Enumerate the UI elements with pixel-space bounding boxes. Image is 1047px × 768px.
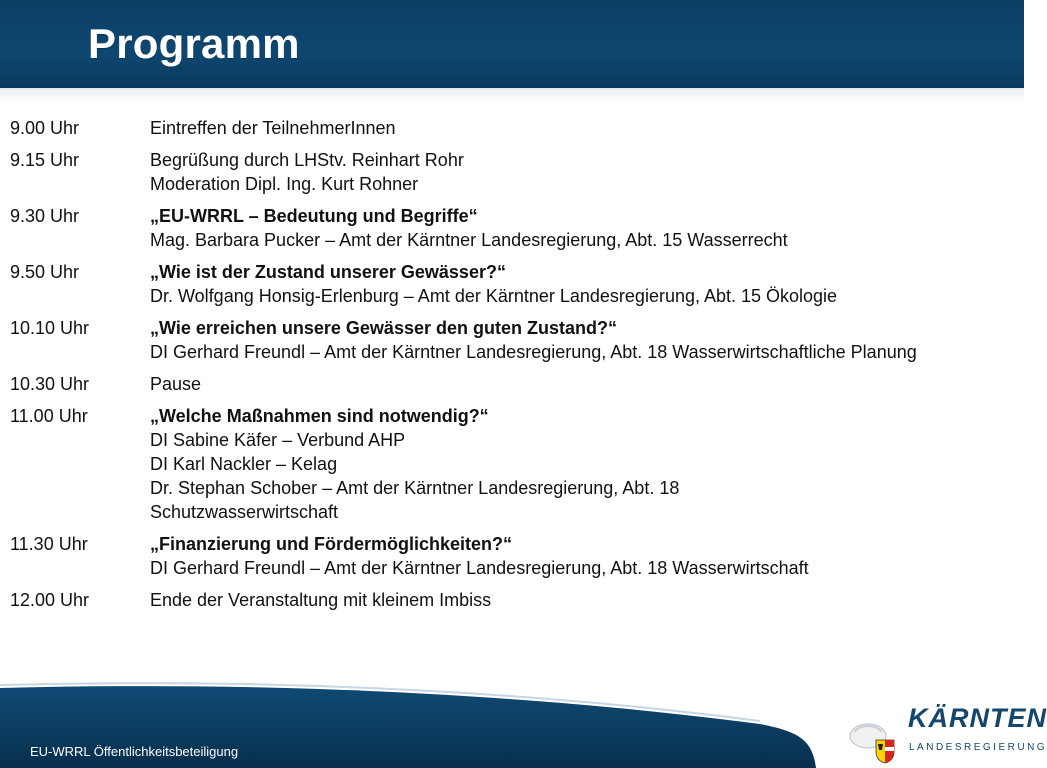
agenda-row	[0, 148, 1024, 196]
kaernten-logo	[838, 700, 1047, 764]
agenda-details	[150, 148, 1024, 196]
header-shadow	[0, 88, 1024, 102]
session-detail: Dr. Stephan Schober – Amt der Kärntner Landesregierung, Abt. 18	[150, 478, 680, 498]
agenda-time: 10.30 Uhr	[10, 374, 90, 394]
agenda-details	[150, 260, 1024, 308]
session-detail: Begrüßung durch LHStv. Reinhart Rohr	[150, 150, 464, 170]
coat-of-arms-icon	[846, 720, 900, 764]
footer-label: EU-WRRL Öffentlichkeitsbeteiligung	[30, 744, 239, 759]
agenda-list	[0, 116, 1024, 620]
agenda-row	[0, 316, 1024, 364]
agenda-time: 12.00 Uhr	[10, 590, 90, 610]
session-topic: „Finanzierung und Fördermöglichkeiten?“	[150, 534, 513, 554]
agenda-details	[150, 372, 1024, 396]
session-topic: „EU-WRRL – Bedeutung und Begriffe“	[150, 206, 478, 226]
session-detail: DI Sabine Käfer – Verbund AHP	[150, 430, 406, 450]
agenda-row	[0, 532, 1024, 580]
session-detail: Dr. Wolfgang Honsig-Erlenburg – Amt der Kärntner Landesregierung, Abt. 15 Ökologie	[150, 286, 838, 306]
logo-subtitle: LANDESREGIERUNG	[909, 742, 1047, 753]
agenda-row	[0, 116, 1024, 140]
session-detail: DI Gerhard Freundl – Amt der Kärntner Landesregierung, Abt. 18 Wasserwirtschaftliche Planung	[150, 342, 917, 362]
session-detail: Pause	[150, 374, 202, 394]
agenda-time: 9.00 Uhr	[10, 118, 80, 138]
agenda-row	[0, 260, 1024, 308]
session-topic: „Welche Maßnahmen sind notwendig?“	[150, 406, 489, 426]
header-bar	[0, 0, 1024, 89]
session-detail: Moderation Dipl. Ing. Kurt Rohner	[150, 174, 419, 194]
agenda-details	[150, 588, 1024, 612]
session-detail: DI Gerhard Freundl – Amt der Kärntner Landesregierung, Abt. 18 Wasserwirtschaft	[150, 558, 809, 578]
session-topic: „Wie erreichen unsere Gewässer den guten Zustand?“	[150, 318, 617, 338]
logo-wordmark: KÄRNTEN	[908, 703, 1047, 733]
session-detail: DI Karl Nackler – Kelag	[150, 454, 338, 474]
agenda-time: 10.10 Uhr	[10, 318, 90, 338]
agenda-row	[0, 372, 1024, 396]
agenda-row	[0, 588, 1024, 612]
agenda-row	[0, 204, 1024, 252]
agenda-time: 9.50 Uhr	[10, 262, 80, 282]
agenda-time: 11.00 Uhr	[10, 406, 88, 426]
session-topic: „Wie ist der Zustand unserer Gewässer?“	[150, 262, 506, 282]
agenda-time: 9.30 Uhr	[10, 206, 80, 226]
agenda-row	[0, 404, 1024, 524]
session-detail: Schutzwasserwirtschaft	[150, 502, 339, 522]
session-detail: Ende der Veranstaltung mit kleinem Imbiss	[150, 590, 492, 610]
agenda-details	[150, 404, 1024, 524]
agenda-details	[150, 532, 1024, 580]
page-title: Programm	[88, 20, 300, 67]
session-detail: Eintreffen der TeilnehmerInnen	[150, 118, 396, 138]
session-detail: Mag. Barbara Pucker – Amt der Kärntner Landesregierung, Abt. 15 Wasserrecht	[150, 230, 788, 250]
agenda-details	[150, 204, 1024, 252]
agenda-details	[150, 316, 1024, 364]
agenda-time: 9.15 Uhr	[10, 150, 80, 170]
agenda-time: 11.30 Uhr	[10, 534, 88, 554]
agenda-details	[150, 116, 1024, 140]
